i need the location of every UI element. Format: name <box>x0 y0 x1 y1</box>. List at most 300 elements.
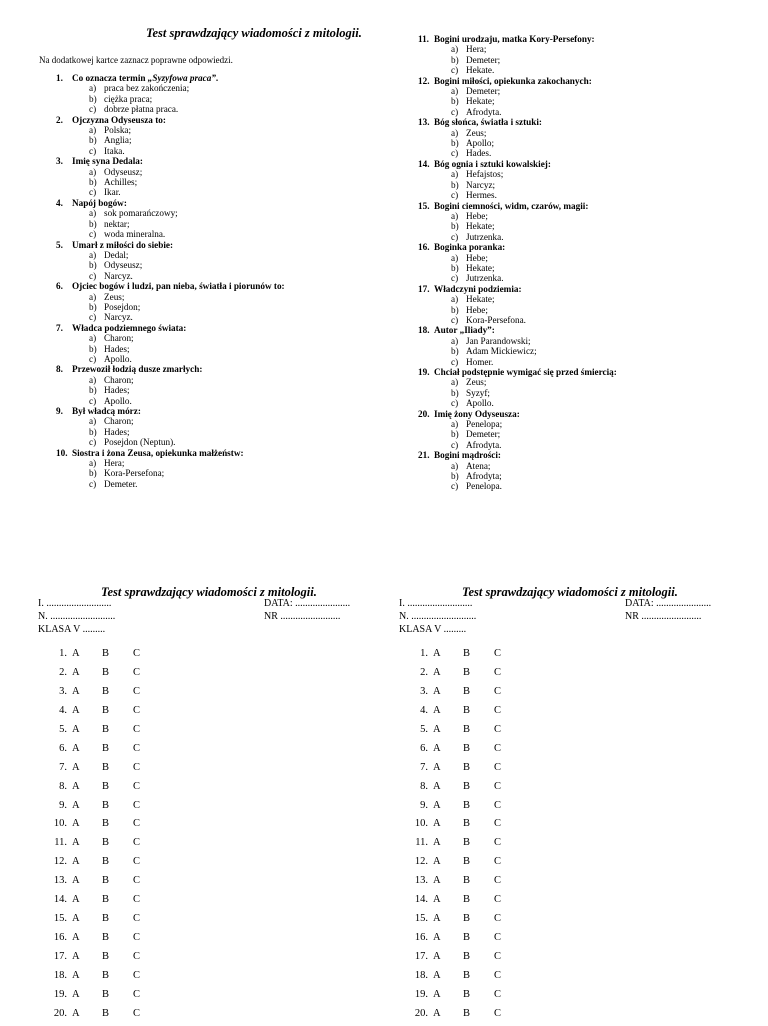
answer-option <box>418 398 748 408</box>
choice-a: A <box>72 988 80 1000</box>
option-text: Demeter. <box>104 478 138 489</box>
choice-a: A <box>433 648 441 659</box>
option-text: Afrodyta. <box>466 106 502 117</box>
answer-option <box>418 128 748 138</box>
name-field: I. .......................... <box>38 598 112 609</box>
answer-row-number: 14. <box>53 894 67 906</box>
question-item <box>418 325 748 335</box>
answer-option <box>56 458 386 468</box>
choice-a: A <box>72 685 80 697</box>
choice-c: C <box>494 969 502 981</box>
option-letter: b) <box>89 260 97 271</box>
answer-row-number: 20. <box>414 1007 428 1019</box>
question-text <box>434 409 520 419</box>
option-text: Hekate; <box>466 221 495 232</box>
choice-a: A <box>433 894 441 906</box>
option-text: Hades; <box>104 426 130 437</box>
option-text: Odyseusz; <box>104 260 143 271</box>
choice-a: A <box>72 818 80 830</box>
choice-a: A <box>433 742 441 754</box>
answer-option <box>56 427 386 437</box>
option-text: Narcyz. <box>104 270 133 281</box>
answer-row-number: 11. <box>415 837 428 849</box>
answer-option <box>56 385 386 395</box>
option-letter: c) <box>89 104 97 115</box>
choice-c: C <box>494 685 502 697</box>
answer-row-number: 13. <box>414 875 428 887</box>
choice-b: B <box>463 704 471 716</box>
answer-option <box>418 419 748 429</box>
choice-b: B <box>463 648 471 659</box>
choice-c: C <box>133 875 141 887</box>
choice-a: A <box>72 932 80 944</box>
choice-c: C <box>133 742 141 754</box>
choice-c: C <box>494 856 502 868</box>
choice-c: C <box>133 780 141 792</box>
option-text: Charon; <box>104 374 134 385</box>
answer-row-number: 3. <box>59 685 67 697</box>
option-text: Atena; <box>466 460 491 471</box>
answer-row-number: 10. <box>53 818 67 830</box>
choice-b: B <box>102 894 110 906</box>
option-text: Dedal; <box>104 249 129 260</box>
question-text-part: Bóg ognia i sztuki kowalskiej: <box>434 158 551 169</box>
answer-option <box>418 44 748 54</box>
question-item <box>418 284 748 294</box>
answer-option <box>418 96 748 106</box>
choice-a: A <box>72 969 80 981</box>
option-text: Demeter; <box>466 54 501 65</box>
choice-a: A <box>433 780 441 792</box>
answer-option <box>56 375 386 385</box>
question-text-part: Władca podziemnego świata: <box>72 322 187 333</box>
answer-row-number: 1. <box>59 648 67 659</box>
answer-option <box>418 65 748 75</box>
answer-row-number: 3. <box>420 685 428 697</box>
answer-option <box>56 468 386 478</box>
option-text: Apollo. <box>466 398 494 409</box>
answer-option <box>56 479 386 489</box>
option-text: Kora-Persefona; <box>104 468 165 479</box>
answer-option <box>418 305 748 315</box>
answer-option <box>56 125 386 135</box>
instruction-text: Na dodatkowej kartce zaznacz poprawne odpowiedzi. <box>39 55 233 65</box>
question-text <box>434 450 501 460</box>
choice-a: A <box>72 875 80 887</box>
question-text <box>72 323 186 333</box>
answer-option <box>56 292 386 302</box>
answer-row-number: 17. <box>414 951 428 962</box>
choice-b: B <box>463 913 471 925</box>
question-text-part: . <box>215 73 219 83</box>
question-item <box>418 242 748 252</box>
option-letter: b) <box>451 54 459 65</box>
choice-b: B <box>102 1007 110 1019</box>
question-text-part: Boginka poranka: <box>434 242 506 253</box>
option-text: dobrze płatna praca. <box>104 104 179 115</box>
choice-c: C <box>133 685 141 697</box>
option-text: praca bez zakończenia; <box>104 83 190 94</box>
option-text: Penelopa; <box>466 419 503 430</box>
option-text: Zeus; <box>466 377 487 388</box>
question-number: 3. <box>56 156 63 167</box>
choice-b: B <box>463 723 471 735</box>
answer-row-number: 18. <box>414 969 428 981</box>
choice-b: B <box>463 837 471 849</box>
choice-b: B <box>102 648 110 659</box>
question-text-part: Bogini urodzaju, matka Kory-Persefony: <box>434 34 595 44</box>
choice-a: A <box>433 913 441 925</box>
option-letter: a) <box>89 416 97 427</box>
choice-c: C <box>133 648 141 659</box>
choice-a: A <box>72 723 80 735</box>
choice-c: C <box>494 988 502 1000</box>
question-text-part: Bogini mądrości: <box>434 450 501 461</box>
option-letter: a) <box>89 458 97 469</box>
option-letter: b) <box>89 468 97 479</box>
option-text: Odyseusz; <box>104 166 143 177</box>
question-text <box>72 406 141 416</box>
choice-c: C <box>494 837 502 849</box>
option-letter: b) <box>451 471 459 482</box>
choice-c: C <box>494 875 502 887</box>
question-item <box>56 73 386 83</box>
option-letter: b) <box>451 221 459 232</box>
option-letter: a) <box>89 166 97 177</box>
question-number: 4. <box>56 197 63 208</box>
answer-row-number: 12. <box>414 856 428 868</box>
answer-row-number: 14. <box>414 894 428 906</box>
choice-c: C <box>494 818 502 830</box>
option-letter: c) <box>451 314 459 325</box>
choice-c: C <box>494 780 502 792</box>
choice-c: C <box>494 951 502 962</box>
choice-b: B <box>463 780 471 792</box>
choice-b: B <box>102 685 110 697</box>
question-text-part: Imię żony Odyseusza: <box>434 408 520 419</box>
answer-option <box>418 440 748 450</box>
option-letter: c) <box>451 65 459 76</box>
answer-row-number: 2. <box>420 666 428 678</box>
option-text: Hermes. <box>466 190 497 201</box>
option-letter: b) <box>89 135 97 146</box>
option-text: Hekate; <box>466 96 495 107</box>
option-letter: b) <box>89 343 97 354</box>
question-text <box>72 73 218 83</box>
choice-a: A <box>433 932 441 944</box>
option-letter: a) <box>89 125 97 136</box>
option-letter: c) <box>451 439 459 450</box>
choice-b: B <box>102 856 110 868</box>
answer-option <box>418 377 748 387</box>
nr-field: NR ........................ <box>264 611 341 622</box>
nr-field: NR ........................ <box>625 611 702 622</box>
question-text <box>72 198 127 208</box>
question-text-part: Władczyni podziemia: <box>434 283 522 294</box>
answer-row-number: 9. <box>420 799 428 811</box>
question-number: 8. <box>56 364 63 375</box>
choice-a: A <box>433 988 441 1000</box>
option-letter: c) <box>451 481 459 492</box>
answer-option <box>56 437 386 447</box>
option-text: Hekate; <box>466 294 495 305</box>
choice-c: C <box>133 988 141 1000</box>
question-item <box>56 448 386 458</box>
option-letter: b) <box>451 304 459 315</box>
question-number: 5. <box>56 239 63 250</box>
choice-a: A <box>433 685 441 697</box>
choice-a: A <box>433 1007 441 1019</box>
question-number: 19. <box>418 367 430 377</box>
question-text-part: Siostra i żona Zeusa, opiekunka małżeństw: <box>72 447 244 458</box>
choice-c: C <box>494 894 502 906</box>
choice-c: C <box>133 704 141 716</box>
option-letter: b) <box>89 301 97 312</box>
option-text: Apollo. <box>104 395 132 406</box>
option-letter: b) <box>89 218 97 229</box>
option-text: Zeus; <box>466 127 487 138</box>
question-text <box>434 159 551 169</box>
choice-b: B <box>102 742 110 754</box>
question-number: 12. <box>418 75 430 86</box>
answer-option <box>56 187 386 197</box>
option-letter: c) <box>451 398 459 409</box>
option-text: Posejdon; <box>104 301 141 312</box>
answer-option <box>418 273 748 283</box>
option-letter: c) <box>451 273 459 284</box>
choice-c: C <box>133 818 141 830</box>
option-text: Penelopa. <box>466 481 502 492</box>
answer-option <box>56 354 386 364</box>
option-text: Afrodyta. <box>466 439 502 450</box>
option-letter: a) <box>451 377 459 388</box>
choice-b: B <box>463 856 471 868</box>
choice-b: B <box>102 799 110 811</box>
question-text <box>434 201 588 211</box>
question-number: 7. <box>56 322 63 333</box>
answer-row-number: 9. <box>59 799 67 811</box>
choice-a: A <box>433 875 441 887</box>
answer-row-number: 5. <box>59 723 67 735</box>
answer-option <box>418 471 748 481</box>
option-letter: a) <box>451 86 459 97</box>
answer-option <box>418 86 748 96</box>
option-text: Achilles; <box>104 177 138 188</box>
option-letter: c) <box>89 437 97 448</box>
choice-b: B <box>102 837 110 849</box>
question-item <box>418 450 748 460</box>
answer-option <box>418 190 748 200</box>
answer-option <box>56 229 386 239</box>
question-number: 9. <box>56 406 63 416</box>
choice-b: B <box>463 988 471 1000</box>
option-text: Zeus; <box>104 291 125 302</box>
question-item <box>418 76 748 86</box>
answer-row-number: 12. <box>53 856 67 868</box>
answer-row-number: 18. <box>53 969 67 981</box>
answer-option <box>418 315 748 325</box>
questions-column-right <box>418 34 748 492</box>
option-letter: b) <box>89 93 97 104</box>
questions-column-left <box>56 73 386 489</box>
choice-c: C <box>133 913 141 925</box>
answer-option <box>56 396 386 406</box>
answer-option <box>418 138 748 148</box>
choice-c: C <box>133 969 141 981</box>
question-item <box>56 364 386 374</box>
option-letter: c) <box>89 395 97 406</box>
question-item <box>418 34 748 44</box>
question-text-part: Przewoził łodzią dusze zmarłych: <box>72 364 203 375</box>
option-letter: c) <box>451 356 459 367</box>
option-letter: a) <box>451 210 459 221</box>
option-letter: c) <box>89 187 97 198</box>
option-letter: c) <box>89 270 97 281</box>
question-text-part: Ojciec bogów i ludzi, pan nieba, światła i piorunów to: <box>72 281 285 292</box>
choice-a: A <box>72 704 80 716</box>
answer-sheet-left <box>38 585 383 1024</box>
question-text <box>434 284 522 294</box>
answer-row-number: 4. <box>420 704 428 716</box>
option-text: Charon; <box>104 333 134 344</box>
choice-a: A <box>433 723 441 735</box>
choice-c: C <box>494 742 502 754</box>
choice-b: B <box>463 685 471 697</box>
option-letter: b) <box>89 426 97 437</box>
option-letter: b) <box>451 346 459 357</box>
choice-a: A <box>433 666 441 678</box>
choice-b: B <box>102 818 110 830</box>
choice-b: B <box>102 875 110 887</box>
option-text: Syzyf; <box>466 387 490 398</box>
question-number: 13. <box>418 117 430 128</box>
option-letter: c) <box>89 145 97 156</box>
answer-option <box>56 344 386 354</box>
choice-c: C <box>133 761 141 773</box>
question-number: 17. <box>418 283 430 294</box>
choice-b: B <box>102 913 110 925</box>
answer-row-number: 4. <box>59 704 67 716</box>
choice-a: A <box>72 742 80 754</box>
choice-c: C <box>133 932 141 944</box>
answer-row-number: 8. <box>59 780 67 792</box>
choice-c: C <box>133 894 141 906</box>
option-text: Narcyz. <box>104 312 133 323</box>
question-item <box>56 156 386 166</box>
choice-c: C <box>133 799 141 811</box>
page-title: Test sprawdzający wiadomości z mitologii. <box>146 26 362 40</box>
option-text: Charon; <box>104 416 134 427</box>
question-number: 20. <box>418 408 430 419</box>
answer-option <box>56 208 386 218</box>
choice-b: B <box>463 875 471 887</box>
choice-b: B <box>102 988 110 1000</box>
question-text-part: Bóg słońca, światła i sztuki: <box>434 117 542 128</box>
question-item <box>56 115 386 125</box>
option-text: Hades. <box>466 148 492 159</box>
answer-option <box>56 177 386 187</box>
answer-row-number: 11. <box>54 837 67 849</box>
option-text: Hebe; <box>466 210 488 221</box>
answer-option <box>418 346 748 356</box>
answer-option <box>418 461 748 471</box>
question-item <box>56 281 386 291</box>
question-number: 11. <box>418 34 429 44</box>
question-text <box>72 364 202 374</box>
option-text: nektar; <box>104 218 130 229</box>
choice-c: C <box>494 1007 502 1019</box>
answer-option <box>418 336 748 346</box>
option-letter: c) <box>451 148 459 159</box>
option-letter: a) <box>451 44 459 55</box>
choice-a: A <box>72 856 80 868</box>
option-letter: b) <box>451 96 459 107</box>
question-number: 18. <box>418 325 430 336</box>
choice-b: B <box>463 799 471 811</box>
question-item <box>418 159 748 169</box>
option-letter: c) <box>451 231 459 242</box>
answer-option <box>418 211 748 221</box>
option-letter: a) <box>89 249 97 260</box>
option-text: Anglia; <box>104 135 132 146</box>
choice-a: A <box>72 951 80 962</box>
option-letter: a) <box>451 335 459 346</box>
answer-option <box>418 294 748 304</box>
question-text <box>434 367 617 377</box>
question-text <box>72 240 173 250</box>
option-text: Hera; <box>466 44 487 55</box>
option-text: Kora-Persefona. <box>466 314 526 325</box>
answer-option <box>418 180 748 190</box>
answer-row-number: 7. <box>59 761 67 773</box>
option-letter: a) <box>451 127 459 138</box>
date-field: DATA: ...................... <box>625 598 712 609</box>
choice-c: C <box>494 799 502 811</box>
answer-option <box>56 167 386 177</box>
question-item <box>418 117 748 127</box>
option-text: Adam Mickiewicz; <box>466 346 537 357</box>
option-letter: c) <box>89 353 97 364</box>
answer-option <box>418 148 748 158</box>
question-item <box>418 367 748 377</box>
choice-c: C <box>133 1007 141 1019</box>
answer-row-number: 19. <box>53 988 67 1000</box>
answer-row-number: 6. <box>420 742 428 754</box>
option-letter: a) <box>451 419 459 430</box>
question-text <box>434 242 505 252</box>
option-letter: a) <box>89 208 97 219</box>
answer-row-number: 20. <box>53 1007 67 1019</box>
choice-c: C <box>494 723 502 735</box>
question-text <box>72 156 143 166</box>
question-text <box>434 325 495 335</box>
choice-a: A <box>72 799 80 811</box>
option-text: Ikar. <box>104 187 121 198</box>
question-item <box>56 198 386 208</box>
class-field: KLASA V ......... <box>38 624 106 635</box>
option-letter: a) <box>451 169 459 180</box>
choice-a: A <box>72 780 80 792</box>
question-text-part: Bogini miłości, opiekunka zakochanych: <box>434 75 592 86</box>
question-text-part: Co oznacza termin <box>72 73 148 83</box>
option-text: Homer. <box>466 356 494 367</box>
option-letter: a) <box>89 374 97 385</box>
option-letter: a) <box>89 333 97 344</box>
answer-row-number: 2. <box>59 666 67 678</box>
answer-option <box>418 169 748 179</box>
question-term: „Syzyfowa praca” <box>147 73 216 83</box>
choice-c: C <box>494 704 502 716</box>
